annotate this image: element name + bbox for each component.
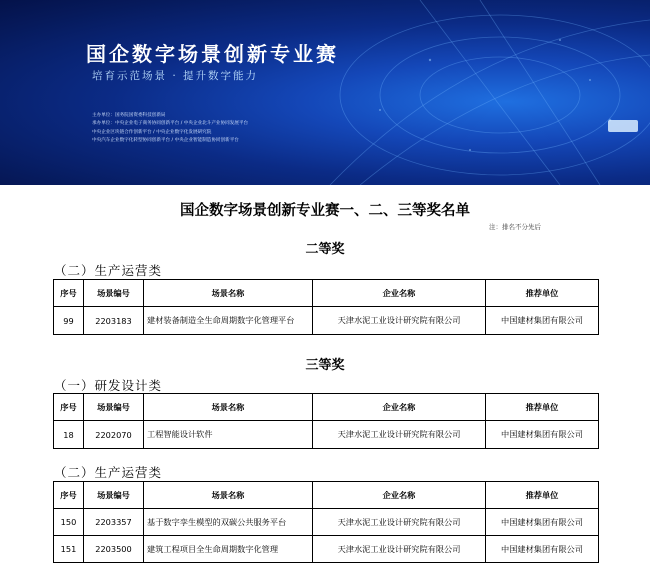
table-row — [54, 421, 599, 449]
col-header-company: 企业名称 — [313, 482, 486, 509]
organizer-line: 主办单位：国务院国资委科技创新局 — [92, 113, 166, 118]
col-header-scene: 场景名称 — [144, 394, 313, 421]
cell-code: 2203183 — [84, 307, 144, 335]
table-header-row — [54, 482, 599, 509]
category-heading: （二）生产运营类 — [54, 465, 163, 480]
col-header-scene: 场景名称 — [144, 482, 313, 509]
table-header-row — [54, 394, 599, 421]
organizer-line: 承办单位：中央企业电子商务协同创新平台 / 中央企业北斗产业协同发展平台 — [92, 121, 249, 127]
cell-no: 99 — [54, 307, 84, 335]
banner-subtitle: 培育示范场景 · 提升数字能力 — [92, 70, 259, 82]
col-header-recommender: 推荐单位 — [486, 394, 599, 421]
ranking-note: 注：排名不分先后 — [489, 223, 541, 231]
cell-recommender: 中国建材集团有限公司 — [486, 536, 599, 563]
table-row — [54, 307, 599, 335]
cell-scene: 工程智能设计软件 — [144, 421, 313, 449]
cell-company: 天津水泥工业设计研究院有限公司 — [313, 509, 486, 536]
prize-heading-second: 二等奖 — [305, 242, 345, 257]
cell-company: 天津水泥工业设计研究院有限公司 — [313, 421, 486, 449]
award-table-third-rnd — [53, 393, 599, 449]
banner-title: 国企数字场景创新专业赛 — [86, 42, 339, 66]
banner-decoration — [0, 0, 650, 185]
col-header-code: 场景编号 — [84, 280, 144, 307]
cell-recommender: 中国建材集团有限公司 — [486, 509, 599, 536]
award-table-second-production — [53, 279, 599, 335]
cell-no: 151 — [54, 536, 84, 563]
col-header-scene: 场景名称 — [144, 280, 313, 307]
table-row — [54, 536, 599, 563]
cell-code: 2203500 — [84, 536, 144, 563]
cell-recommender: 中国建材集团有限公司 — [486, 307, 599, 335]
prize-heading-third: 三等奖 — [305, 358, 345, 373]
col-header-company: 企业名称 — [313, 280, 486, 307]
cell-scene: 建材装备制造全生命周期数字化管理平台 — [144, 307, 313, 335]
organizer-line: 中央企业区块链合作创新平台 / 中央企业数字化发展研究院 — [92, 129, 212, 135]
document-title: 国企数字场景创新专业赛一、二、三等奖名单 — [180, 203, 470, 219]
cell-no: 150 — [54, 509, 84, 536]
cell-code: 2202070 — [84, 421, 144, 449]
col-header-recommender: 推荐单位 — [486, 280, 599, 307]
cell-company: 天津水泥工业设计研究院有限公司 — [313, 307, 486, 335]
col-header-code: 场景编号 — [84, 394, 144, 421]
cell-scene: 基于数字孪生模型的双碳公共服务平台 — [144, 509, 313, 536]
cell-no: 18 — [54, 421, 84, 449]
col-header-company: 企业名称 — [313, 394, 486, 421]
col-header-no: 序号 — [54, 482, 84, 509]
banner-organizers — [92, 112, 248, 146]
organizer-line: 中央汽车企业数字化转型协同创新平台 / 中央企业智能制造协同创新平台 — [92, 138, 239, 144]
cell-company: 天津水泥工业设计研究院有限公司 — [313, 536, 486, 563]
header-banner — [0, 0, 650, 185]
cell-code: 2203357 — [84, 509, 144, 536]
category-heading: （一）研发设计类 — [54, 378, 163, 393]
col-header-code: 场景编号 — [84, 482, 144, 509]
table-row — [54, 509, 599, 536]
award-table-third-production — [53, 481, 599, 563]
category-heading: （二）生产运营类 — [54, 263, 163, 278]
cell-scene: 建筑工程项目全生命周期数字化管理 — [144, 536, 313, 563]
table-header-row — [54, 280, 599, 307]
col-header-no: 序号 — [54, 280, 84, 307]
col-header-recommender: 推荐单位 — [486, 482, 599, 509]
cell-recommender: 中国建材集团有限公司 — [486, 421, 599, 449]
col-header-no: 序号 — [54, 394, 84, 421]
